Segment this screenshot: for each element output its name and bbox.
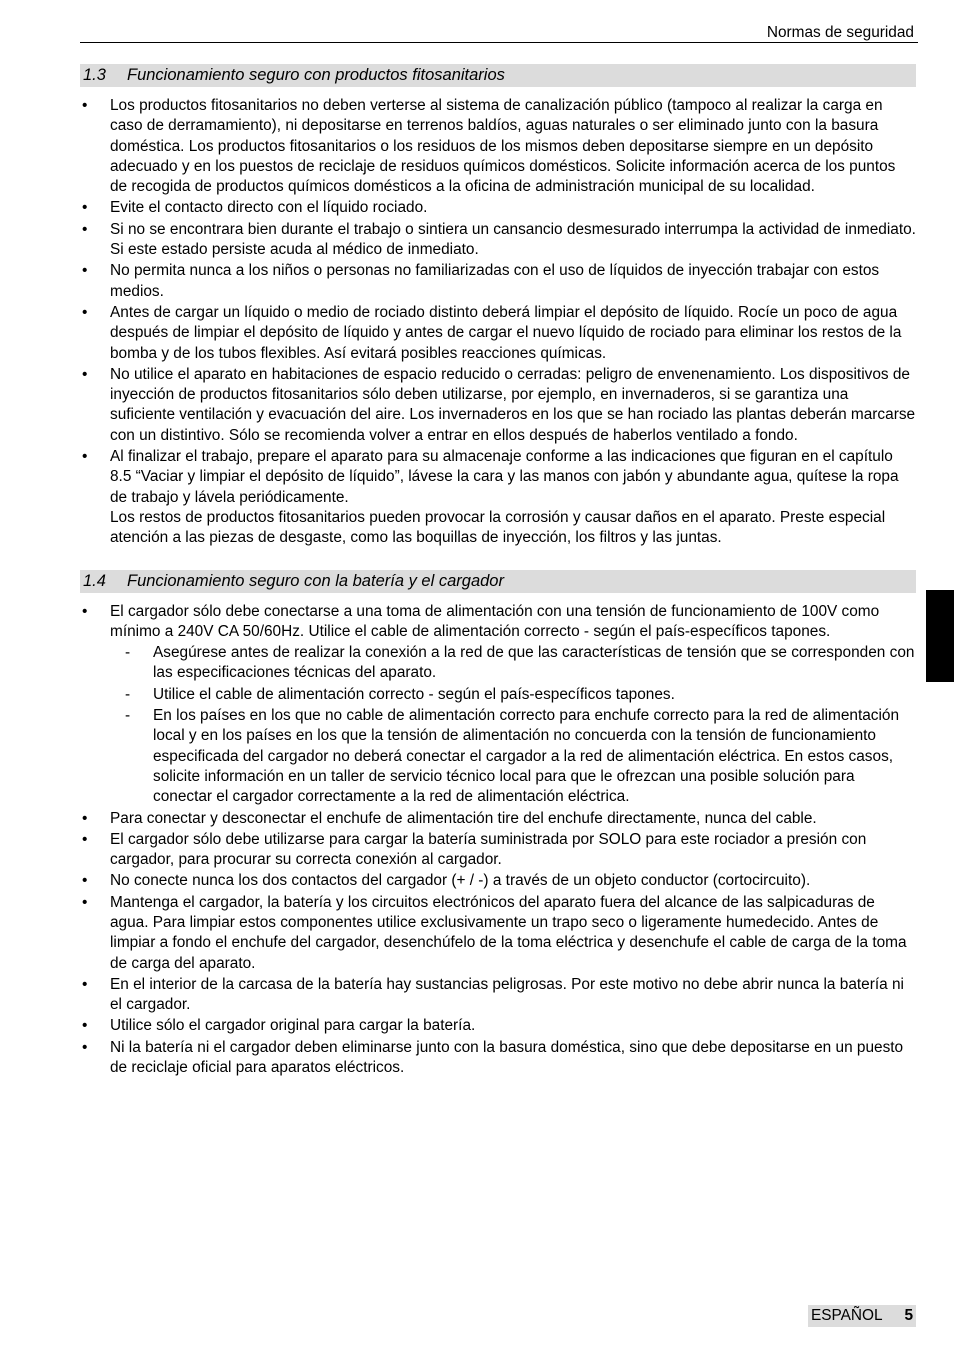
sublist-item: - Utilice el cable de alimentación correcto - según el país-específicos tapones. — [110, 685, 916, 705]
chapter-thumb-tab — [926, 590, 954, 682]
list-item-text: El cargador sólo debe conectarse a una toma de alimentación con una tensión de funcionamiento de 100V como mínimo a 240V CA 50/60Hz. Utilice el cable de alimentación correcto - según el país-específicos tapones. — [110, 602, 880, 640]
sublist-item: - En los países en los que no cable de alimentación correcto para enchufe correcto para la red de alimentación local y en los países en los que la tensión de alimentación no concuerda con la tensión de funcionamiento especificada del cargador no deberá conectar el cargador a la red de alimentación eléctrica. En estos casos, solicite información en un taller de servicio técnico local para que le ofrezcan una posible solución para conectar el cargador correctamente a la red de alimentación eléctrica. — [110, 706, 916, 807]
list-item: • Los productos fitosanitarios no deben verterse al sistema de canalización público (tampoco al realizar la carga en caso de derramamiento), ni depositarse en terrenos baldíos, aguas naturales o ser eliminado junto con la basura doméstica. Los productos fitosanitarios o los residuos de los mismos deben depositarse siempre en un depósito adecuado y en los puestos de reciclaje de residuos químicos domésticos. Solicite información acerca de los puntos de recogida de productos químicos domésticos a la oficina de administración municipal de su localidad. — [80, 96, 916, 197]
dash-sublist — [110, 643, 916, 807]
bullet-list-1-4 — [80, 602, 916, 1079]
list-item: • En el interior de la carcasa de la batería hay sustancias peligrosas. Por este motivo no debe abrir nunca la batería ni el cargador. — [80, 975, 916, 1016]
header-rule — [80, 42, 918, 43]
running-header: Normas de seguridad — [766, 24, 914, 41]
section-heading-1-3 — [80, 64, 916, 87]
section-title: Funcionamiento seguro con la batería y el cargador — [127, 571, 504, 590]
list-item: • Si no se encontrara bien durante el trabajo o sintiera un cansancio desmesurado interrumpa la actividad de inmediato. Si este estado persiste acuda al médico de inmediato. — [80, 220, 916, 261]
spacer — [80, 550, 916, 570]
section-number: 1.3 — [83, 66, 106, 84]
list-item: • No permita nunca a los niños o personas no familiarizadas con el uso de líquidos de inyección trabajar con estos medios. — [80, 261, 916, 302]
list-item: • Utilice sólo el cargador original para cargar la batería. — [80, 1016, 916, 1036]
footer-language: ESPAÑOL — [811, 1307, 883, 1324]
page-content — [80, 64, 916, 1079]
section-heading-1-4 — [80, 570, 916, 593]
list-item — [80, 602, 916, 808]
list-item: • Ni la batería ni el cargador deben eliminarse junto con la basura doméstica, sino que debe depositarse en un puesto de reciclaje oficial para aparatos eléctricos. — [80, 1038, 916, 1079]
list-item: • No utilice el aparato en habitaciones de espacio reducido o cerradas: peligro de envenenamiento. Los dispositivos de inyección de productos fitosanitarios sólo deben utilizarse, por ejemplo, en invernaderos, si se garantiza una suficiente ventilación y evacuación del aire. Los invernaderos en los que se han rociado las plantas deberán marcarse con un distintivo. Sólo se recomienda volver a entrar en ellos después de haberlos ventilado a fondo. — [80, 365, 916, 446]
bullet-list-1-3 — [80, 96, 916, 549]
sublist-item: - Asegúrese antes de realizar la conexión a la red de que las características de tensión que se corresponden con las especificaciones técnicas del aparato. — [110, 643, 916, 684]
list-item: • Evite el contacto directo con el líquido rociado. — [80, 198, 916, 218]
list-item: • No conecte nunca los dos contactos del cargador (+ / -) a través de un objeto conductor (cortocircuito). — [80, 871, 916, 891]
list-item: • Mantenga el cargador, la batería y los circuitos electrónicos del aparato fuera del alcance de las salpicaduras de agua. Para limpiar estos componentes utilice exclusivamente un trapo seco o ligeramente humedecido. Antes de limpiar a fondo el enchufe del cargador, desenchúfelo de la toma eléctrica y desenchufe el cable de carga de la toma de carga del aparato. — [80, 893, 916, 974]
page-number: 5 — [904, 1307, 913, 1324]
list-item: • Antes de cargar un líquido o medio de rociado distinto deberá limpiar el depósito de líquido. Rocíe un poco de agua después de limpiar el depósito de líquido y antes de cargar el nuevo líquido de rociado para eliminar los restos de la bomba y de los tubos flexibles. Así evitará posibles reacciones químicas. — [80, 303, 916, 364]
page-footer — [808, 1305, 916, 1327]
section-title: Funcionamiento seguro con productos fitosanitarios — [127, 66, 505, 84]
list-item-continuation: Los restos de productos fitosanitarios pueden provocar la corrosión y causar daños en el aparato. Preste especial atención a las piezas de desgaste, como las boquillas de inyección, los filtros y las juntas. — [110, 508, 886, 547]
section-number: 1.4 — [83, 571, 106, 590]
list-item-text: Al finalizar el trabajo, prepare el aparato para su almacenaje conforme a las indicaciones que figuran en el capítulo 8.5 “Vaciar y limpiar el depósito de líquido”, lávese la cara y las manos con jabón y abundante agua, quítese la ropa de trabajo y lávela periódicamente. — [110, 448, 899, 506]
list-item: • El cargador sólo debe utilizarse para cargar la batería suministrada por SOLO para este rociador a presión con cargador, para procurar su correcta conexión al cargador. — [80, 830, 916, 871]
list-item — [80, 447, 916, 548]
list-item: • Para conectar y desconectar el enchufe de alimentación tire del enchufe directamente, nunca del cable. — [80, 809, 916, 829]
